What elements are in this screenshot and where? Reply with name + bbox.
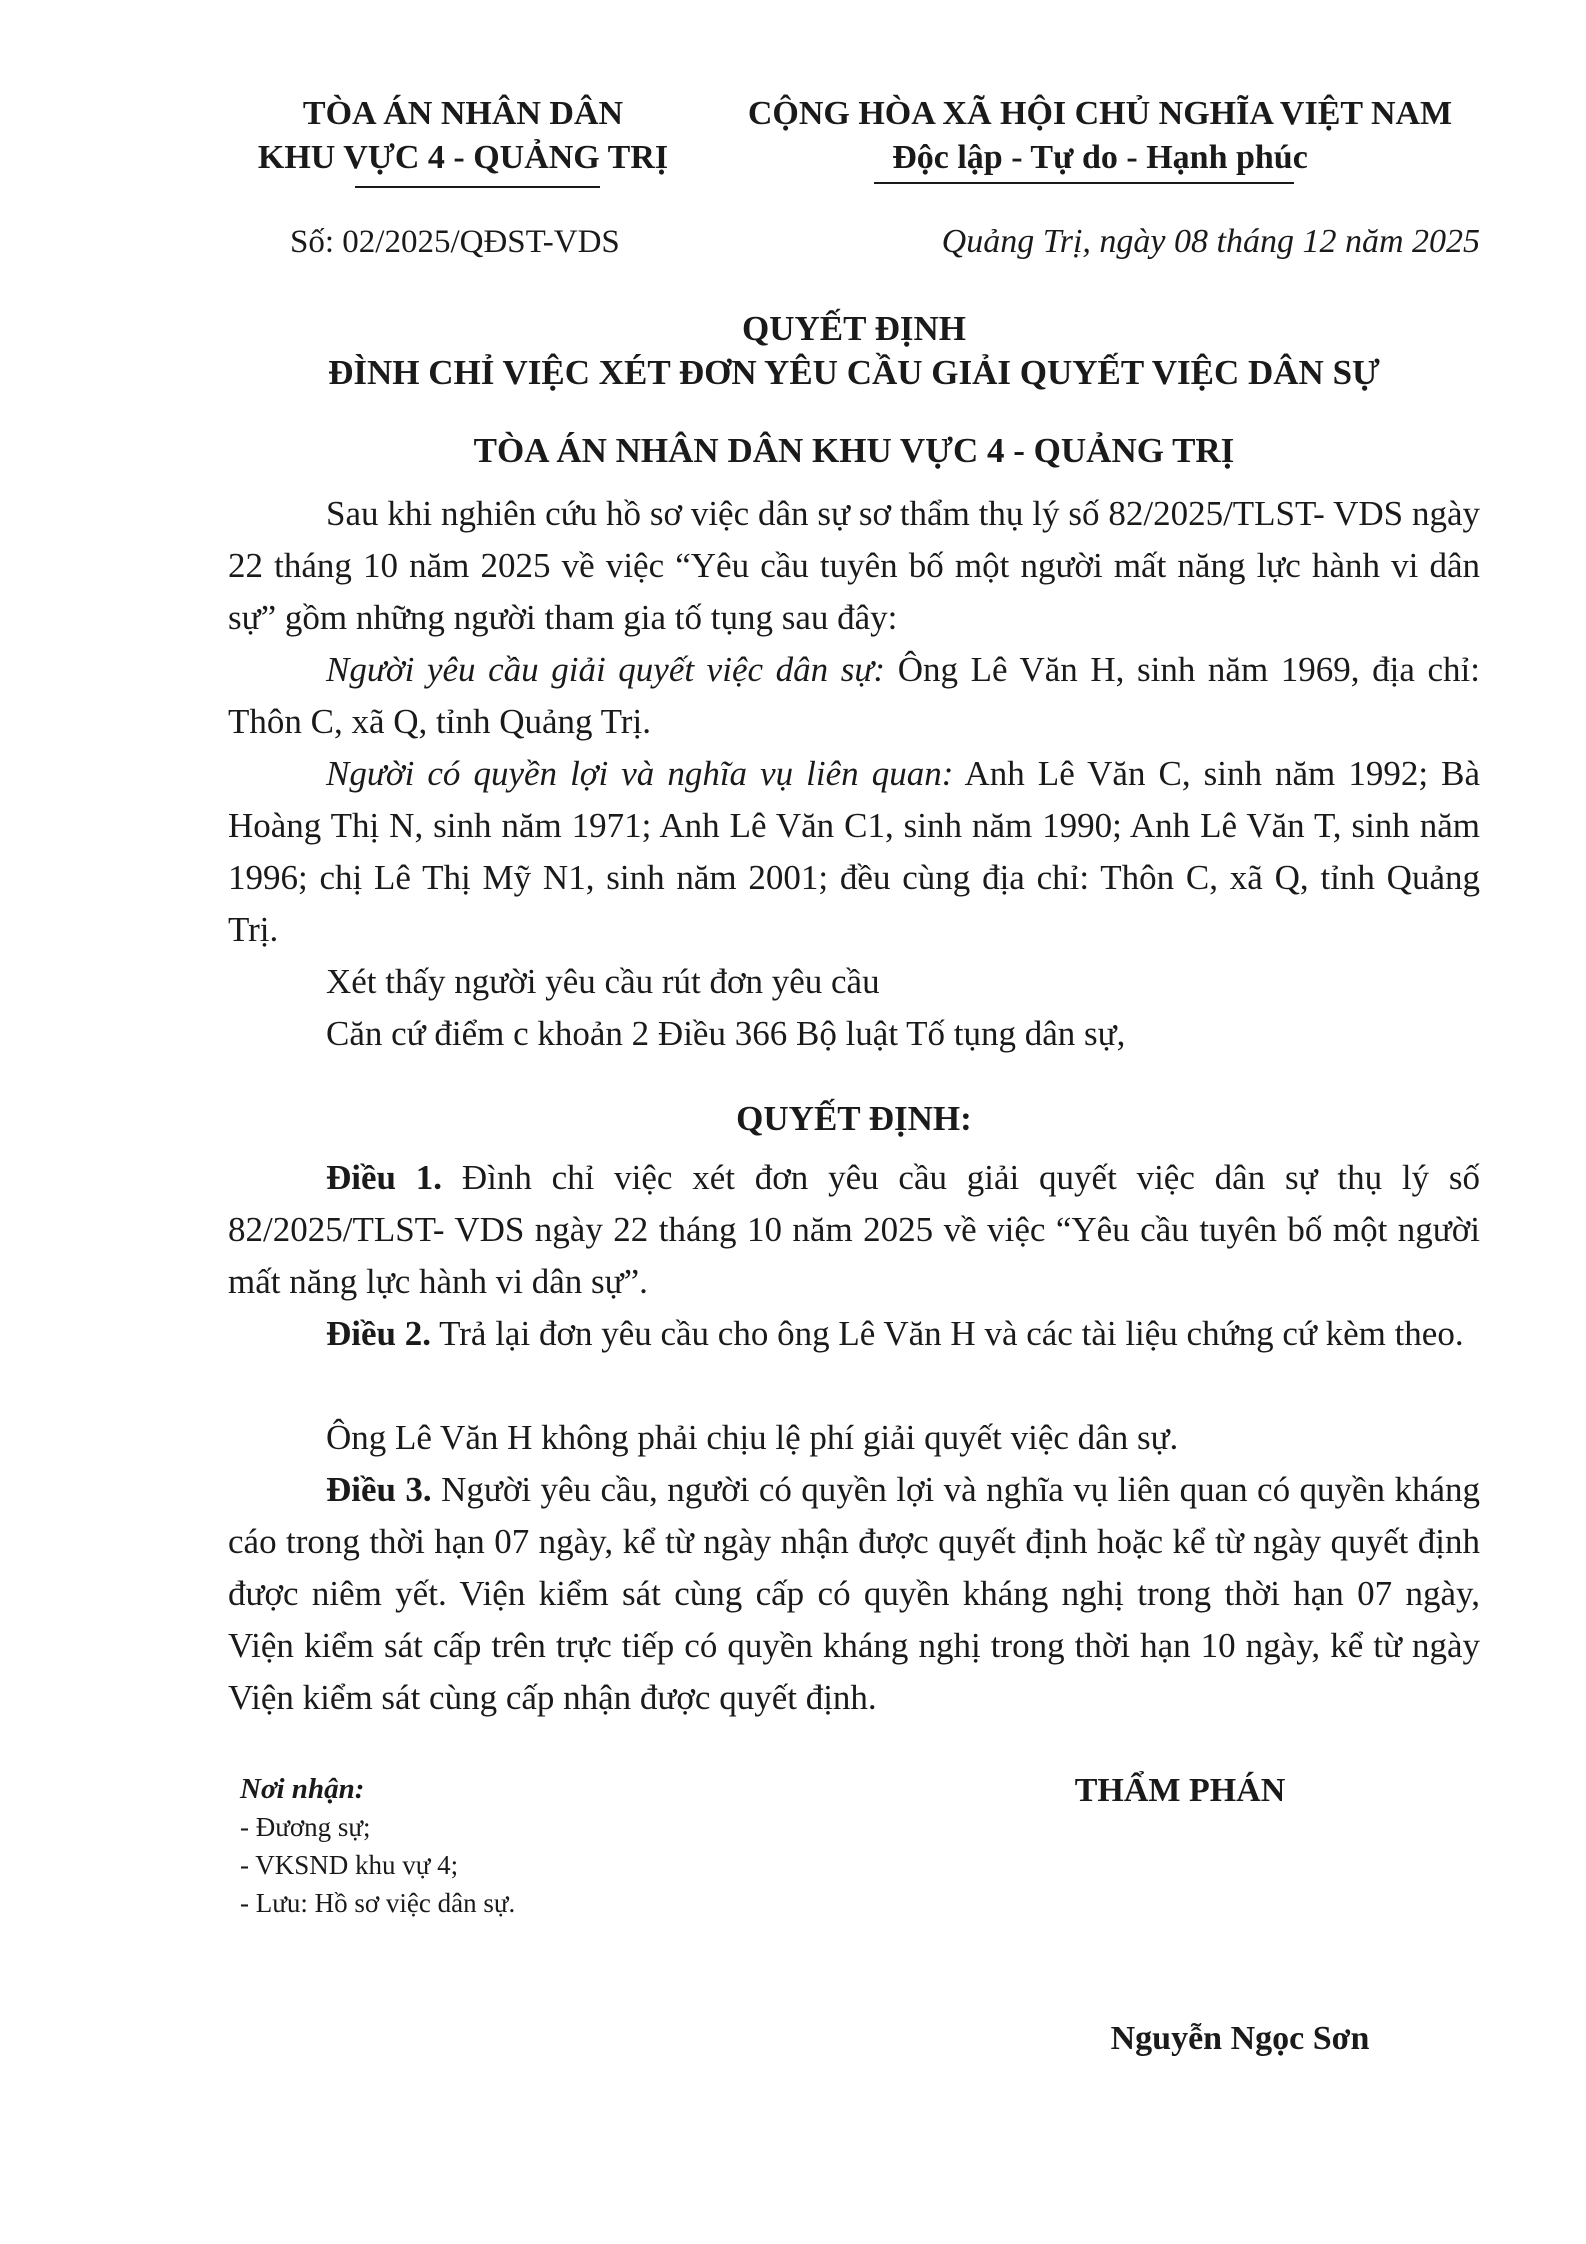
document-number: Số: 02/2025/QĐST-VDS <box>290 224 620 260</box>
document-title: QUYẾT ĐỊNH <box>742 309 966 348</box>
legal-basis-paragraph: Căn cứ điểm c khoản 2 Điều 366 Bộ luật Tố tụng dân sự, <box>326 1014 1126 1053</box>
signer-title: THẨM PHÁN <box>1074 1772 1286 1809</box>
related-parties-paragraph <box>228 748 1480 956</box>
related-text: Anh Lê Văn C, sinh năm 1992; Bà Hoàng Thị N, sinh năm 1971; Anh Lê Văn C1, sinh năm 1990; Anh Lê Văn T, sinh năm 1996; chị Lê Thị Mỹ N1, sinh năm 2001; đều cùng địa chỉ: Thôn C, xã Q, tỉnh Quảng Trị. <box>228 754 1480 949</box>
recipient-item: - Lưu: Hồ sơ việc dân sự. <box>240 1888 516 1918</box>
article-1-text: Đình chỉ việc xét đơn yêu cầu giải quyết việc dân sự thụ lý số 82/2025/TLST- VDS ngày 22 tháng 10 năm 2025 về việc “Yêu cầu tuyên bố một người mất năng lực hành vi dân sự”. <box>228 1158 1481 1301</box>
article-3 <box>228 1464 1480 1724</box>
court-name <box>228 92 698 180</box>
fee-paragraph: Ông Lê Văn H không phải chịu lệ phí giải quyết việc dân sự. <box>326 1418 1179 1457</box>
intro-paragraph: Sau khi nghiên cứu hồ sơ việc dân sự sơ thẩm thụ lý số 82/2025/TLST- VDS ngày 22 tháng 10 năm 2025 về việc “Yêu cầu tuyên bố một người mất năng lực hành vi dân sự” gồm những người tham gia tố tụng sau đây: <box>228 494 1480 637</box>
article-1 <box>228 1152 1480 1308</box>
court-underline <box>355 186 600 188</box>
recipients-block <box>240 1770 800 1922</box>
decision-heading: QUYẾT ĐỊNH: <box>736 1099 972 1138</box>
issuing-court: TÒA ÁN NHÂN DÂN KHU VỰC 4 - QUẢNG TRỊ <box>473 431 1235 470</box>
recipient-item: - VKSND khu vự 4; <box>240 1850 459 1880</box>
consideration-paragraph: Xét thấy người yêu cầu rút đơn yêu cầu <box>326 962 880 1001</box>
nation-line-2: Độc lập - Tự do - Hạnh phúc <box>892 139 1308 176</box>
document-subtitle: ĐÌNH CHỈ VIỆC XÉT ĐƠN YÊU CẦU GIẢI QUYẾT VIỆC DÂN SỰ <box>328 353 1380 392</box>
recipients-label: Nơi nhận: <box>240 1773 365 1805</box>
related-label: Người có quyền lợi và nghĩa vụ liên quan: <box>326 754 954 793</box>
court-line-2: KHU VỰC 4 - QUẢNG TRỊ <box>257 139 669 176</box>
court-line-1: TÒA ÁN NHÂN DÂN <box>302 95 624 132</box>
article-2-text: Trả lại đơn yêu cầu cho ông Lê Văn H và các tài liệu chứng cứ kèm theo. <box>431 1314 1464 1353</box>
motto-underline <box>874 182 1294 184</box>
requester-label: Người yêu cầu giải quyết việc dân sự: <box>326 650 886 689</box>
national-motto <box>715 92 1485 180</box>
nation-line-1: CỘNG HÒA XÃ HỘI CHỦ NGHĨA VIỆT NAM <box>747 95 1453 132</box>
recipient-item: - Đương sự; <box>240 1812 371 1842</box>
article-3-text: Người yêu cầu, người có quyền lợi và nghĩa vụ liên quan có quyền kháng cáo trong thời hạn 07 ngày, kể từ ngày nhận được quyết định hoặc kể từ ngày quyết định được niêm yết. Viện kiểm sát cùng cấp có quyền kháng nghị trong thời hạn 07 ngày, Viện kiểm sát cấp trên trực tiếp có quyền kháng nghị trong thời hạn 10 ngày, kể từ ngày Viện kiểm sát cùng cấp nhận được quyết định. <box>228 1470 1481 1717</box>
article-3-label: Điều 3. <box>326 1470 432 1509</box>
requester-paragraph <box>228 644 1480 748</box>
signer-name: Nguyễn Ngọc Sơn <box>1110 2020 1370 2057</box>
article-2 <box>228 1308 1480 1360</box>
article-2-label: Điều 2. <box>326 1314 431 1353</box>
place-date: Quảng Trị, ngày 08 tháng 12 năm 2025 <box>941 223 1480 260</box>
requester-text: Ông Lê Văn H, sinh năm 1969, địa chỉ: Thôn C, xã Q, tỉnh Quảng Trị. <box>228 650 1480 741</box>
article-1-label: Điều 1. <box>326 1158 443 1197</box>
